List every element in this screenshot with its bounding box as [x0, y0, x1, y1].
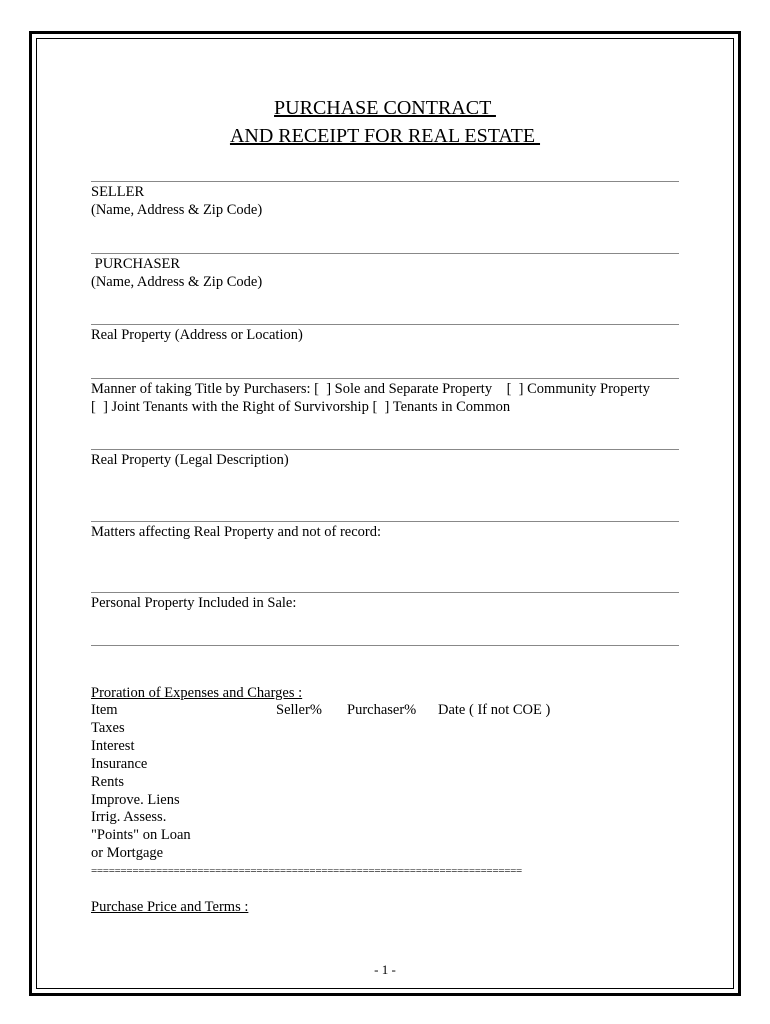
seller-sublabel: (Name, Address & Zip Code): [91, 202, 263, 218]
purchaser-rule: [91, 253, 679, 254]
separator-line: =========================================================================: [91, 865, 522, 877]
column-item: Item: [91, 702, 118, 718]
personal-property-label: Personal Property Included in Sale:: [91, 595, 297, 611]
column-purchaser: Purchaser%: [347, 702, 417, 718]
property-address-rule: [91, 324, 679, 325]
legal-description-rule: [91, 449, 679, 450]
property-address-label: Real Property (Address or Location): [91, 327, 303, 343]
matters-label: Matters affecting Real Property and not of record:: [91, 524, 382, 540]
proration-heading: Proration of Expenses and Charges :: [91, 685, 303, 701]
purchaser-label: PURCHASER: [91, 256, 181, 272]
column-date: Date ( If not COE ): [438, 702, 551, 718]
title-manner-line1: Manner of taking Title by Purchasers: [ ] Sole and Separate Property [ ] Community Property: [91, 381, 650, 397]
proration-item: Improve. Liens: [91, 792, 180, 808]
legal-description-label: Real Property (Legal Description): [91, 452, 289, 468]
column-seller: Seller%: [276, 702, 322, 718]
document-title-line1: PURCHASE CONTRACT: [274, 97, 496, 119]
page-number: - 1 -: [374, 962, 396, 977]
proration-item: Rents: [91, 774, 125, 790]
purchase-price-label: Purchase Price and Terms :: [91, 899, 249, 915]
seller-label: SELLER: [91, 184, 145, 200]
proration-item: "Points" on Loan: [91, 827, 191, 843]
document-title-line2: AND RECEIPT FOR REAL ESTATE: [229, 125, 541, 147]
title-manner-line2: [ ] Joint Tenants with the Right of Survivorship [ ] Tenants in Common: [91, 399, 511, 415]
proration-item: Interest: [91, 738, 135, 754]
personal-property-rule: [91, 592, 679, 593]
proration-item: Taxes: [91, 720, 125, 736]
matters-rule: [91, 521, 679, 522]
title-manner-rule: [91, 378, 679, 379]
proration-item: Insurance: [91, 756, 148, 772]
proration-item: Irrig. Assess.: [91, 809, 167, 825]
seller-rule: [91, 181, 679, 182]
purchaser-sublabel: (Name, Address & Zip Code): [91, 274, 263, 290]
proration-rule: [91, 645, 679, 646]
proration-item: or Mortgage: [91, 845, 164, 861]
